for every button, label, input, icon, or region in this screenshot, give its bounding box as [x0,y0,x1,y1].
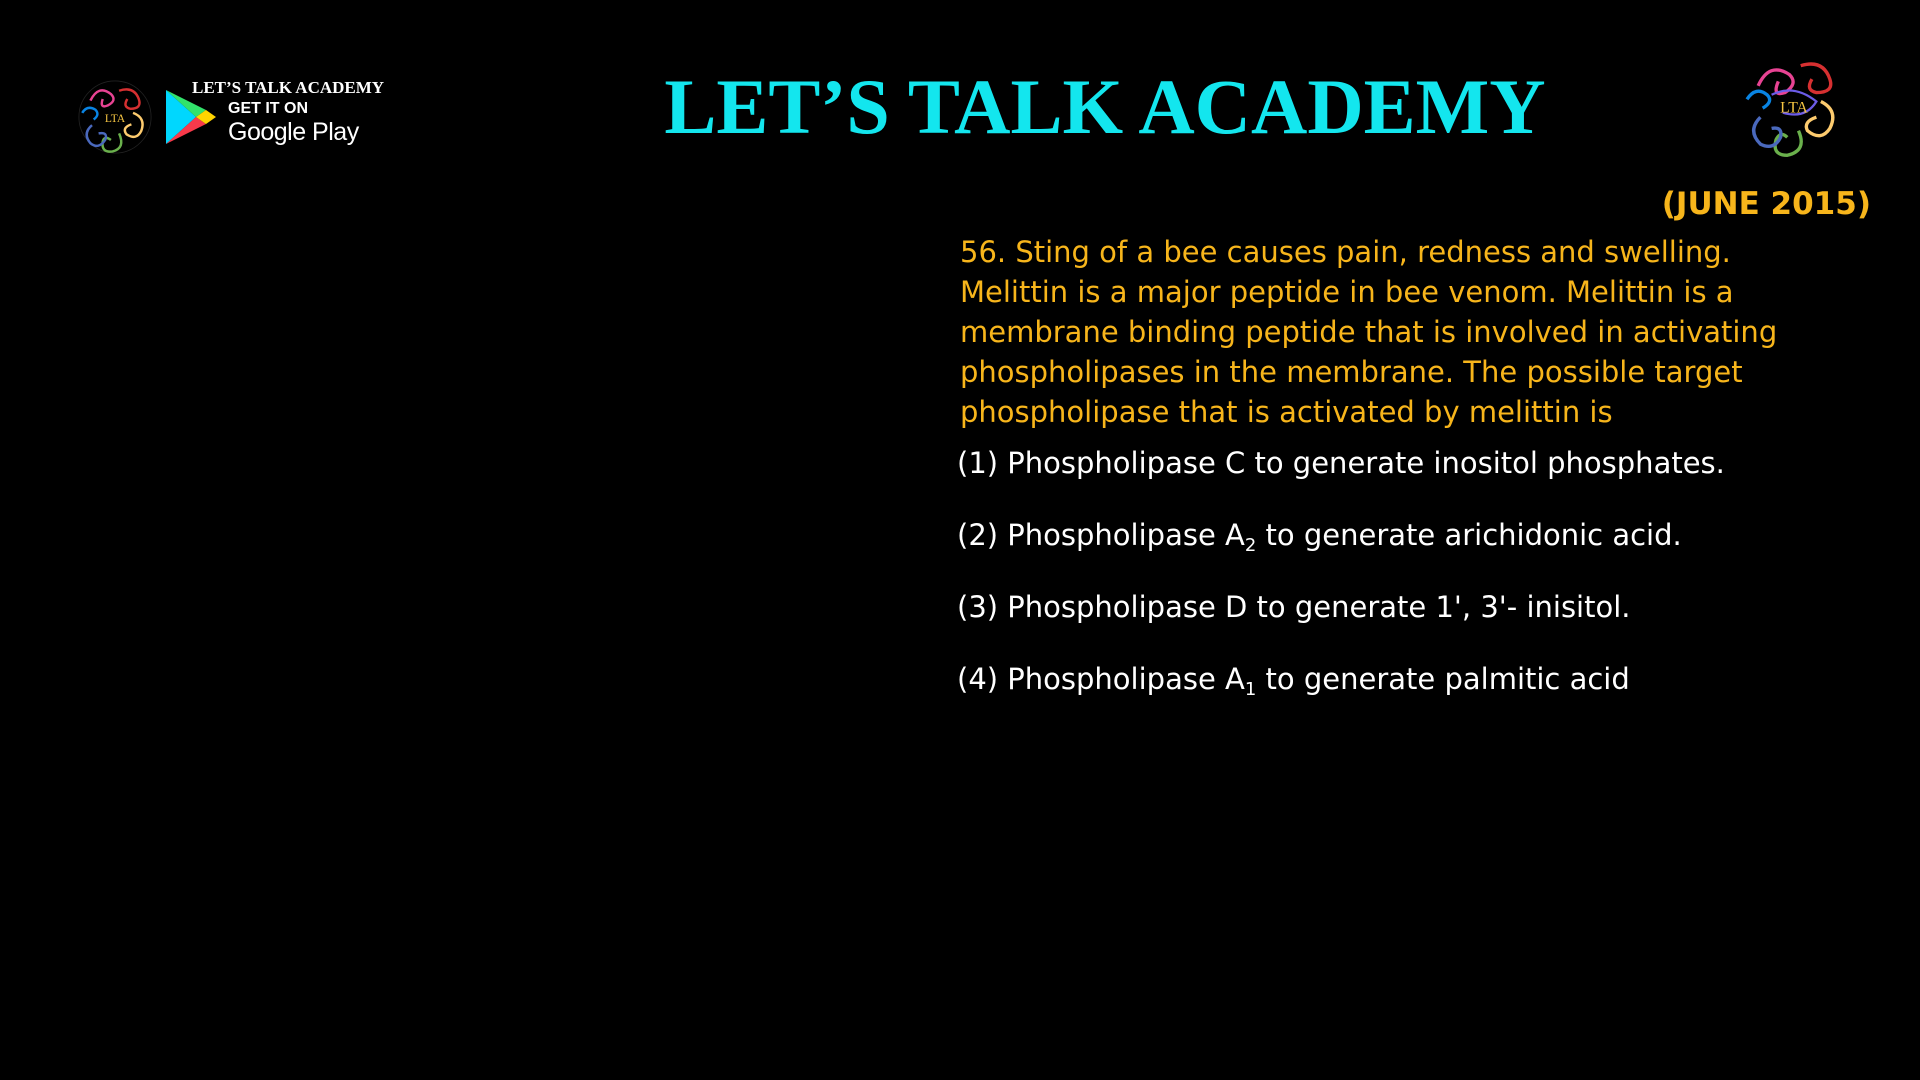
answer-options [957,446,1857,734]
svg-text:LTA: LTA [1780,99,1808,117]
option-4[interactable]: (4) Phospholipase $A_1$ to generate palmitic acid [957,662,1630,700]
badge-get-it-on: GET IT ON [228,100,308,117]
page-title: LET’S TALK ACADEMY [664,63,1546,150]
svg-text:LTA: LTA [104,112,126,125]
option-3[interactable]: (3) Phospholipase D to generate 1', 3'- inisitol. [957,590,1631,624]
question-text: 56. Sting of a bee causes pain, redness and swelling. Melittin is a major peptide in bee venom. Melittin is a membrane binding peptide that is involved in activating phospholipases in the membrane. The possible target phospholipase that is activated by melittin is [960,235,1778,429]
protein-logo-icon [1738,50,1850,162]
exam-session-tag: (JUNE 2015) [1661,186,1871,222]
badge-store-name: Google Play [228,118,359,146]
option-2[interactable]: (2) Phospholipase $A_2$ to generate arichidonic acid. [957,518,1682,556]
option-1[interactable]: (1) Phospholipase C to generate inositol phosphates. [957,446,1725,480]
badge-academy-text: LET’S TALK ACADEMY [192,78,385,97]
